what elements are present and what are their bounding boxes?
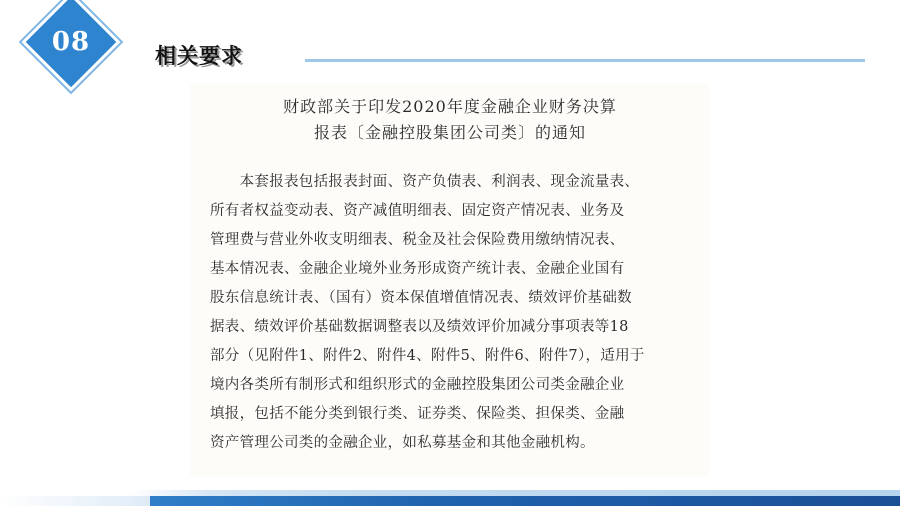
body-line: 股东信息统计表、（国有）资本保值增值情况表、绩效评价基础数 — [210, 290, 632, 306]
document-title-line-2: 报表〔金融控股集团公司类〕的通知 — [313, 123, 586, 142]
footer-band-dark — [150, 496, 900, 506]
body-line: 填报，包括不能分类到银行类、证券类、保险类、担保类、金融 — [210, 406, 625, 422]
footer-band-fade — [0, 490, 210, 496]
body-line: 境内各类所有制形式和组织形式的金融控股集团公司类金融企业 — [210, 377, 625, 393]
section-title: 相关要求 — [155, 44, 243, 68]
body-line: 管理费与营业外收支明细表、税金及社会保险费用缴纳情况表、 — [210, 232, 625, 248]
body-line: 所有者权益变动表、资产减值明细表、固定资产情况表、业务及 — [210, 203, 625, 219]
document-scan — [190, 84, 710, 476]
body-line: 基本情况表、金融企业境外业务形成资产统计表、金融企业国有 — [210, 261, 625, 277]
body-line: 据表、绩效评价基础数据调整表以及绩效评价加减分事项表等18 — [210, 319, 629, 335]
body-line: 本套报表包括报表封面、资产负债表、利润表、现金流量表、 — [210, 174, 640, 190]
title-divider — [305, 59, 865, 62]
body-line: 资产管理公司类的金融企业，如私募基金和其他金融机构。 — [210, 435, 595, 451]
body-line: 部分（见附件1、附件2、附件4、附件5、附件6、附件7），适用于 — [210, 348, 645, 364]
section-number: 08 — [51, 27, 91, 57]
document-title-line-1: 财政部关于印发2020年度金融企业财务决算 — [283, 97, 617, 116]
